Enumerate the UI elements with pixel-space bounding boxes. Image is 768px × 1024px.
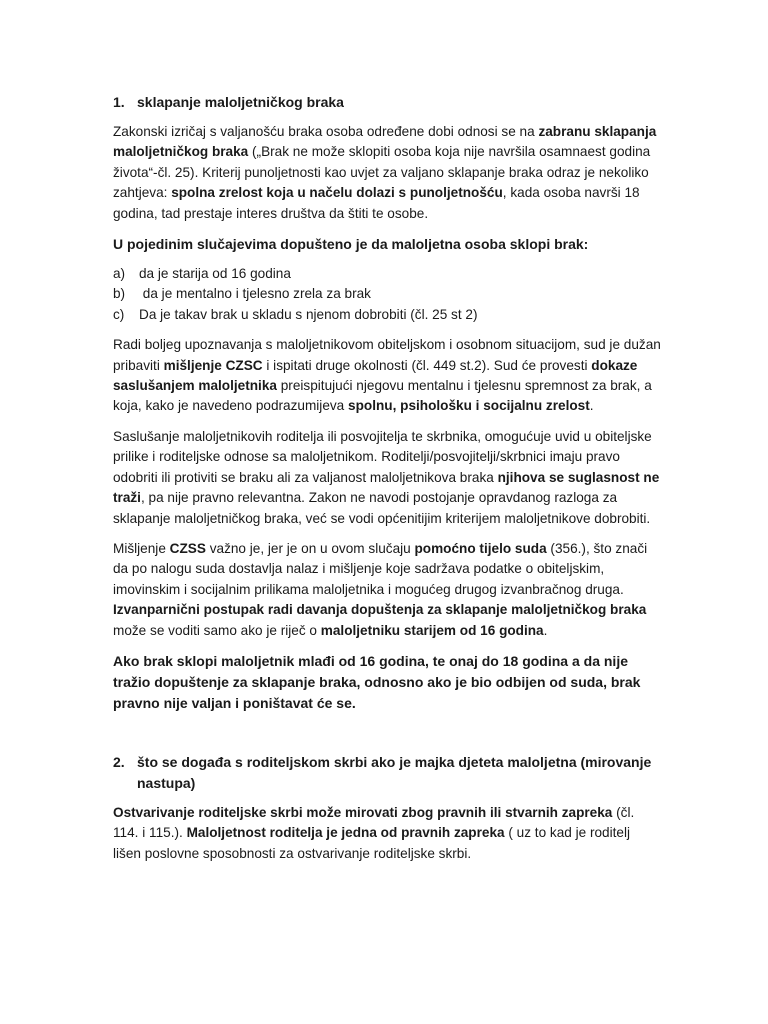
document-page [113,92,661,874]
bold-phrase: mišljenje CZSC [163,357,263,373]
bold-phrase: spolna zrelost koja u načelu dolazi s punoljetnošću [171,185,503,201]
bold-phrase: Maloljetnost roditelja je jedna od pravnih zapreka [186,825,505,841]
section-1-number: 1. [113,94,125,110]
section-spacer [113,724,661,752]
list-marker: b) [113,286,126,302]
list-marker: a) [113,266,126,282]
bold-phrase: njihova se suglasnost ne traži [113,469,660,506]
section-2-paragraph-1: Ostvarivanje roditeljske skrbi može mirovati zbog pravnih ili stvarnih zapreka (čl. 114. i 115.). Maloljetnost roditelja je jedna od pravnih zapreka ( uz to kad je roditelj lišen poslovne sposobnosti za ostvarivanje roditeljske skrbi. [113,804,635,861]
section-1-heading [113,92,661,113]
section-1-paragraph-3: Saslušanje maloljetnikovih roditelja ili posvojitelja te skrbnika, omogućuje uvid u obiteljske prilike i roditeljske odnose sa maloljetnikom. Roditelji/posvojitelji/skrbnici imaju pravo odobriti ili protiviti se braku ali za valjanost maloljetnikova braka njihova se suglasnost ne traži, pa nije pravno relevantna. Zakon ne navodi postojanje opravdanog razloga za sklapanje maloljetničkog braka, već se vodi općenitijim kriterijem maloljetnikove dobrobiti. [113,428,660,526]
bold-phrase: dokaze saslušanjem maloljetnika [113,357,638,394]
bold-phrase: zabranu sklapanja maloljetničkog braka [113,124,657,160]
section-1-lead: U pojedinim slučajevima dopušteno je da maloljetna osoba sklopi brak: [113,236,589,253]
section-1-paragraph-2: Radi boljeg upoznavanja s maloljetnikovom obiteljskom i osobnom situacijom, sud je dužan pribaviti mišljenje CZSC i ispitati druge okolnosti (čl. 449 st.2). Sud će provesti dokaze saslušanjem maloljetnika preispitujući njegovu mentalnu i tjelesnu spremnost za brak, a koja, kako je navedeno podrazumijeva spolnu, psihološku i socijalnu zrelost. [113,337,661,414]
list-item-text: Da je takav brak u skladu s njenom dobrobiti (čl. 25 st 2) [139,306,478,322]
section-1-paragraph-1: Zakonski izričaj s valjanošću braka osoba određene dobi odnosi se na zabranu sklapanja maloljetničkog braka („Brak ne može sklopiti osoba koja nije navršila osamnaest godina života“-čl. 25). Kriterij punoljetnosti kao uvjet za valjano sklapanje braka odraz je nekoliko zahtjeva: spolna zrelost koja u načelu dolazi s punoljetnošću, kada osoba navrši 18 godina, tad prestaje interes društva da štiti te osobe. [113,124,657,221]
conditions-list [113,264,661,325]
bold-phrase: spolnu, psihološku i socijalnu zrelost [348,398,590,414]
list-marker: c) [113,306,125,322]
section-1-paragraph-4: Mišljenje CZSS važno je, jer je on u ovom slučaju pomoćno tijelo suda (356.), što znači da po nalogu suda dostavlja nalaz i mišljenje koje sadržava podatke o obiteljskim, imovinskim i socijalnim prilikama maloljetnika i mogućeg drugog izvanbračnog druga. Izvanparnični postupak radi davanja dopuštenja za sklapanje maloljetničkog braka može se voditi samo ako je riječ o maloljetniku starijem od 16 godina. [113,540,648,638]
list-item [113,305,661,325]
bold-phrase: Ostvarivanje roditeljske skrbi može mirovati zbog pravnih ili stvarnih zapreka [113,804,613,820]
bold-phrase: pomoćno tijelo suda [414,540,547,556]
list-item-text: da je mentalno i tjelesno zrela za brak [139,286,371,302]
section-2-number: 2. [113,753,125,770]
list-item [113,284,661,304]
list-item-text: da je starija od 16 godina [139,266,291,282]
bold-phrase: maloljetniku starijem od 16 godina [320,622,544,638]
section-1-title: sklapanje maloljetničkog braka [137,94,344,110]
bold-phrase: Izvanparnični postupak radi davanja dopuštenja za sklapanje maloljetničkog braka [113,602,647,618]
list-item [113,264,661,284]
section-1-paragraph-5: Ako brak sklopi maloljetnik mlađi od 16 godina, te onaj do 18 godina a da nije tražio dopuštenje za sklapanje braka, odnosno ako je bio odbijen od suda, brak pravno nije valjan i poništavat će se. [113,652,641,711]
section-2-heading [113,752,661,794]
bold-phrase: CZSS [169,540,206,556]
section-2-title: što se događa s roditeljskom skrbi ako je majka djeteta maloljetna (mirovanje nastupa) [137,753,652,791]
